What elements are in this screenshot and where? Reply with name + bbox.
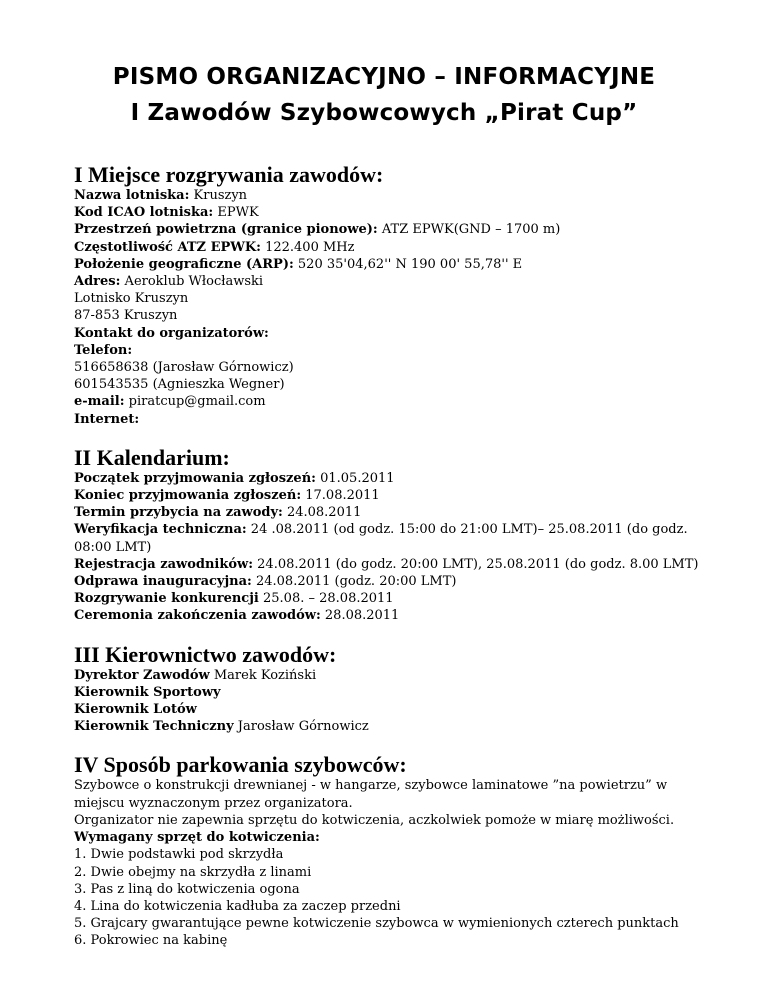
section-calendar (74, 470, 714, 625)
location-label: Kontakt do organizatorów: (74, 325, 269, 341)
calendar-label: Weryfikacja techniczna: (74, 522, 247, 538)
equipment-item: 6. Pokrowiec na kabinę (74, 933, 228, 949)
calendar-row (74, 487, 714, 504)
equipment-item: 2. Dwie obejmy na skrzydła z linami (74, 864, 312, 880)
equipment-list (74, 846, 714, 949)
location-label: Internet: (74, 411, 140, 427)
location-row (74, 393, 714, 410)
management-label: Kierownik Lotów (74, 702, 197, 718)
location-label: Kod ICAO lotniska: (74, 205, 214, 221)
calendar-label: Termin przybycia na zawody: (74, 505, 283, 521)
calendar-label: Odprawa inauguracyjna: (74, 574, 252, 590)
section-heading-management: III Kierownictwo zawodów: (74, 641, 337, 667)
location-row (74, 187, 714, 204)
location-row (74, 256, 714, 273)
location-row (74, 359, 714, 376)
calendar-value: 01.05.2011 (315, 470, 395, 486)
management-row (74, 684, 714, 701)
calendar-row (74, 590, 714, 607)
calendar-label: Początek przyjmowania zgłoszeń: (74, 470, 316, 486)
location-label: Telefon: (74, 342, 133, 358)
calendar-row (74, 504, 714, 521)
management-row (74, 701, 714, 718)
section-heading-parking: IV Sposób parkowania szybowców: (74, 752, 407, 778)
management-row (74, 667, 714, 684)
parking-paragraph: Szybowce o konstrukcji drewnianej - w hangarze, szybowce laminatowe ”na powietrzu” w miejscu wyznaczonym przez organizatora. (74, 778, 668, 811)
calendar-label: Koniec przyjmowania zgłoszeń: (74, 488, 302, 504)
section-heading-location: I Miejsce rozgrywania zawodów: (74, 162, 384, 187)
location-row (74, 221, 714, 238)
calendar-value: 17.08.2011 (301, 488, 380, 504)
management-value: Marek Koziński (209, 667, 317, 683)
equipment-item: 3. Pas z liną do kotwiczenia ogona (74, 881, 300, 897)
calendar-row (74, 556, 714, 573)
document-subtitle: I Zawodów Szybowcowych „Pirat Cup” (130, 100, 638, 126)
section-parking (74, 777, 714, 949)
calendar-value: 28.08.2011 (320, 608, 400, 624)
management-label: Dyrektor Zawodów (74, 667, 210, 683)
location-label: e-mail: (74, 394, 125, 410)
document-body (74, 163, 714, 950)
calendar-label: Rozgrywanie konkurencji (74, 591, 259, 607)
location-value[interactable]: piratcup@gmail.com (124, 394, 266, 410)
management-label: Kierownik Techniczny (74, 719, 234, 735)
section-location (74, 187, 714, 428)
location-value: 516658638 (Jarosław Górnowicz) (74, 360, 294, 376)
parking-note: Organizator nie zapewnia sprzętu do kotwiczenia, aczkolwiek pomoże w miarę możliwości. (74, 812, 675, 828)
location-value: 87-853 Kruszyn (74, 308, 178, 324)
location-row (74, 376, 714, 393)
calendar-row (74, 470, 714, 487)
calendar-row (74, 573, 714, 590)
location-row (74, 325, 714, 342)
calendar-row (74, 607, 714, 624)
location-row (74, 273, 714, 290)
location-row (74, 290, 714, 307)
calendar-value: 24.08.2011 (282, 505, 362, 521)
calendar-value: 24.08.2011 (godz. 20:00 LMT) (251, 574, 457, 590)
equipment-item: 1. Dwie podstawki pod skrzydła (74, 847, 284, 863)
location-value: ATZ EPWK(GND – 1700 m) (377, 222, 561, 238)
location-row (74, 411, 714, 428)
location-label: Nazwa lotniska: (74, 188, 190, 203)
location-value: Aeroklub Włocławski (120, 274, 264, 290)
management-value: Jarosław Górnowicz (233, 719, 369, 735)
location-value: 601543535 (Agnieszka Wegner) (74, 377, 285, 393)
location-label: Częstotliwość ATZ EPWK: (74, 239, 261, 255)
section-heading-calendar: II Kalendarium: (74, 444, 230, 470)
location-row (74, 307, 714, 324)
location-row (74, 204, 714, 221)
management-row (74, 718, 714, 735)
calendar-value: 25.08. – 28.08.2011 (258, 591, 394, 607)
equipment-item: 5. Grajcary gwarantujące pewne kotwiczenie szybowca w wymienionych czterech punktach (74, 916, 679, 932)
calendar-label: Ceremonia zakończenia zawodów: (74, 608, 321, 624)
document-title: PISMO ORGANIZACYJNO – INFORMACYJNE (112, 64, 656, 90)
equipment-label: Wymagany sprzęt do kotwiczenia: (74, 830, 320, 846)
calendar-row (74, 521, 714, 555)
location-value: Kruszyn (189, 188, 248, 203)
location-value: Lotnisko Kruszyn (74, 291, 189, 307)
location-row (74, 342, 714, 359)
equipment-item: 4. Lina do kotwiczenia kadłuba za zaczep przedni (74, 898, 401, 914)
section-management (74, 667, 714, 736)
management-label: Kierownik Sportowy (74, 684, 221, 700)
location-label: Przestrzeń powietrzna (granice pionowe): (74, 222, 378, 238)
location-label: Położenie geograficzne (ARP): (74, 256, 294, 272)
location-label: Adres: (74, 274, 121, 290)
calendar-value: 24 .08.2011 (od godz. 15:00 do 21:00 LMT)– 25.08.2011 (do godz. 08:00 LMT) (74, 522, 688, 555)
location-value: 122.400 MHz (260, 239, 355, 255)
location-value: 520 35'04,62'' N 190 00' 55,78'' E (293, 256, 523, 272)
calendar-value: 24.08.2011 (do godz. 20:00 LMT), 25.08.2011 (do godz. 8.00 LMT) (253, 556, 699, 572)
location-value: EPWK (213, 205, 259, 221)
calendar-label: Rejestracja zawodników: (74, 556, 254, 572)
location-row (74, 239, 714, 256)
